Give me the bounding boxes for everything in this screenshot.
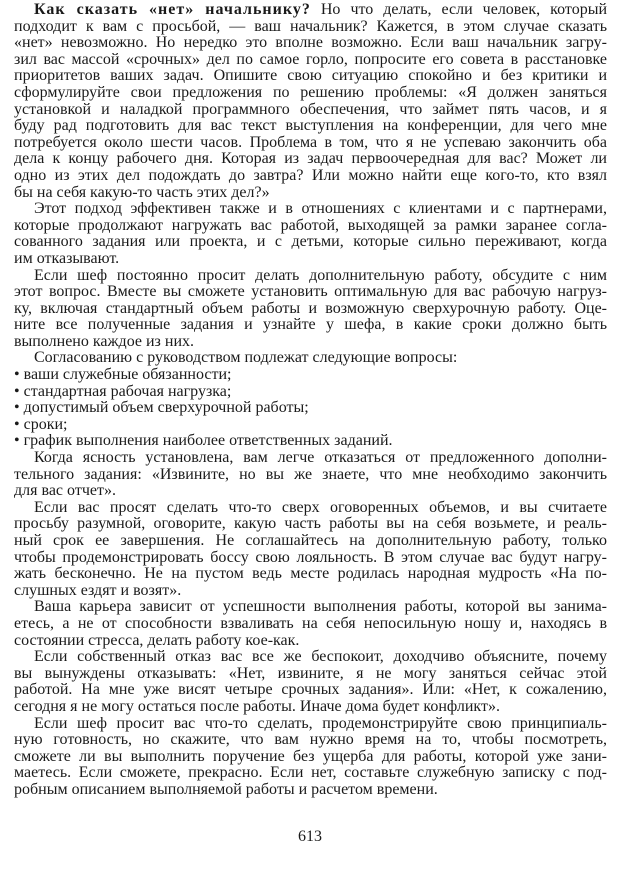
paragraph: [14, 599, 607, 649]
text-line: чтобы продемонстрировать боссу свою лояльность. В этом случае вас будут нагру-: [14, 548, 607, 566]
text-line: «нет» невозможно. Но нередко это вполне возможно. Если ваш начальник загру-: [14, 34, 607, 52]
text-line: бы на себя какую-то часть этих дел?»: [14, 183, 270, 201]
text-line: маетесь. Если сможете, прекрасно. Если нет, составьте служебную записку с под-: [14, 764, 607, 782]
section-heading: Как сказать «нет» начальнику?: [34, 1, 311, 18]
text-line: сегодня я не могу остаться после работы. Иначе дома будет конфликт».: [14, 697, 500, 715]
text-line: [14, 2, 607, 19]
paragraph: [14, 2, 607, 201]
text-line: Если шеф постоянно просит делать дополнительную работу, обсудите с ним: [34, 266, 607, 284]
paragraph: [14, 500, 607, 600]
text-line: Когда ясность установлена, вам легче отказаться от предложенного дополни-: [34, 449, 607, 467]
text-line: ную готовность, но скажите, что вам нужно время на то, чтобы посмотреть,: [14, 731, 607, 749]
text-line: • стандартная рабочая нагрузка;: [14, 382, 232, 400]
text-line: • график выполнения наиболее ответственных заданий.: [14, 432, 393, 450]
text-line: просьбу разумной, оговорите, какую часть работы вы на себя возьмете, и реаль-: [14, 515, 607, 533]
text-line: сможете ли вы выполнить поручение без ущерба для работы, которой уже зани-: [14, 747, 607, 765]
text-line: одно из этих дел подождать до завтра? Или можно найти еще кого-то, кто взял: [14, 166, 607, 184]
text-line: которые продолжают нагружать вас работой, выходящей за рамки заранее согла-: [14, 216, 607, 234]
text-span: Но что делать, если человек, который: [310, 1, 607, 18]
text-line: Этот подход эффективен также и в отношениях с клиентами и с партнерами,: [34, 200, 607, 218]
paragraph: [14, 716, 607, 799]
page-number: 613: [298, 828, 322, 845]
bullet-item: [14, 433, 607, 450]
text-line: зил вас массой «срочных» дел по самое горло, попросите его совета в расстановке: [14, 50, 607, 68]
text-line: приоритетов ваших задач. Опишите свою ситуацию спокойно и без критики и: [14, 67, 607, 85]
text-line: выполнено каждое из них.: [14, 332, 194, 350]
paragraph: [14, 450, 607, 500]
text-line: робным описанием выполняемой работы и расчетом времени.: [14, 780, 438, 798]
paragraph: [14, 268, 607, 351]
text-line: состоянии стресса, делать работу кое-как.: [14, 631, 300, 649]
text-line: Если собственный отказ вас все же беспокоит, доходчиво объясните, почему: [34, 648, 607, 666]
text-line: вы вынуждены отказывать: «Нет, извините, я не могу заняться сейчас этой: [14, 664, 607, 682]
paragraph: [14, 350, 607, 367]
text-line: подходит к вам с просьбой, — ваш начальник? Кажется, в этом случае сказать: [14, 17, 607, 35]
text-line: • допустимый объем сверхурочной работы;: [14, 399, 309, 417]
text-line: слушных ездят и возят».: [14, 581, 182, 599]
text-line: тельного задания: «Извините, но вы же знаете, что мне необходимо закончить: [14, 465, 607, 483]
text-line: Согласованию с руководством подлежат следующие вопросы:: [34, 349, 458, 367]
text-line: работой. На мне уже висят четыре срочных задания». Или: «Нет, к сожалению,: [14, 681, 607, 699]
text-line: Ваша карьера зависит от успешности выполнения работы, которой вы занима-: [34, 598, 607, 616]
text-line: ный срок ее завершения. Не соглашайтесь на дополнительную работу, только: [14, 532, 607, 549]
text-line: сованного задания или проекта, и с детьми, которые сильно переживают, когда: [14, 233, 607, 251]
bullet-item: [14, 367, 607, 384]
text-line: для вас отчет».: [14, 482, 116, 500]
text-line: буду рад подготовить для вас текст выступления на конференции, для чего мне: [14, 117, 607, 135]
paragraph: [14, 201, 607, 267]
text-line: этот вопрос. Вместе вы сможете установить оптимальную для вас рабочую нагруз-: [14, 283, 607, 301]
bullet-item: [14, 417, 607, 434]
text-line: сформулируйте свои предложения по решению проблемы: «Я должен заняться: [14, 83, 607, 101]
text-line: • сроки;: [14, 415, 68, 433]
paragraph: [14, 649, 607, 715]
text-line: им отказывают.: [14, 249, 120, 267]
text-line: установкой и наладкой программного обеспечения, что займет пять часов, и я: [14, 100, 607, 118]
text-line: потребуется около шести часов. Проблема в том, что я не успеваю закончить оба: [14, 133, 607, 151]
text-line: етесь, а не от способности взваливать на себя непосильную ношу и, находясь в: [14, 614, 607, 632]
text-line: дела к концу рабочего дня. Которая из задач первоочередная для вас? Может ли: [14, 150, 607, 168]
page-body: [14, 2, 607, 799]
bullet-item: [14, 384, 607, 401]
text-line: ку, включая стандартный объем работы и возможную сверхурочную работу. Оце-: [14, 299, 607, 317]
text-line: жать бесконечно. Не на пустом ведь месте родилась народная мудрость «На по-: [14, 565, 607, 583]
text-line: Если вас просят сделать что-то сверх оговоренных объемов, и вы считаете: [34, 498, 607, 516]
text-line: ните все полученные задания и узнайте у шефа, в какие сроки должно быть: [14, 316, 607, 334]
text-line: Если шеф просит вас что-то сделать, продемонстрируйте свою принципиаль-: [34, 714, 607, 732]
bullet-item: [14, 400, 607, 417]
text-line: • ваши служебные обязанности;: [14, 366, 232, 384]
